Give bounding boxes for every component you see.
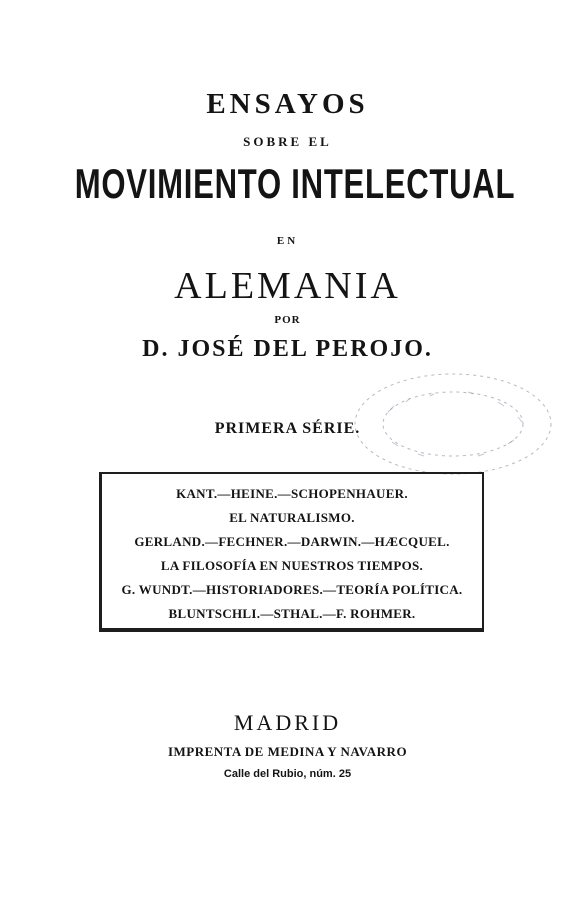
contents-line: GERLAND.—FECHNER.—DARWIN.—HÆCQUEL. — [134, 534, 450, 549]
series-label: PRIMERA SÉRIE. — [214, 420, 361, 437]
title-en: EN — [276, 235, 299, 247]
author-prefix: POR — [274, 314, 301, 326]
title-movimiento-intelectual: MOVIMIENTO INTELECTUAL — [74, 160, 516, 207]
title-sobre-el: SOBRE EL — [243, 134, 332, 149]
contents-line: BLUNTSCHLI.—STHAL.—F. ROHMER. — [168, 606, 416, 621]
publisher-press: IMPRENTA DE MEDINA Y NAVARRO — [167, 744, 408, 759]
title-ensayos: ENSAYOS — [206, 88, 369, 120]
title-alemania: ALEMANIA — [174, 265, 401, 307]
publisher-city: MADRID — [233, 710, 342, 735]
contents-line: LA FILOSOFÍA EN NUESTROS TIEMPOS. — [160, 558, 424, 573]
publisher-address: Calle del Rubio, núm. 25 — [223, 768, 352, 780]
contents-line: EL NATURALISMO. — [229, 510, 355, 525]
contents-line: KANT.—HEINE.—SCHOPENHAUER. — [176, 486, 408, 501]
contents-box — [99, 472, 484, 632]
contents-line: G. WUNDT.—HISTORIADORES.—TEORÍA POLÍTICA. — [121, 582, 463, 597]
author-name: D. JOSÉ DEL PEROJO. — [142, 336, 433, 362]
